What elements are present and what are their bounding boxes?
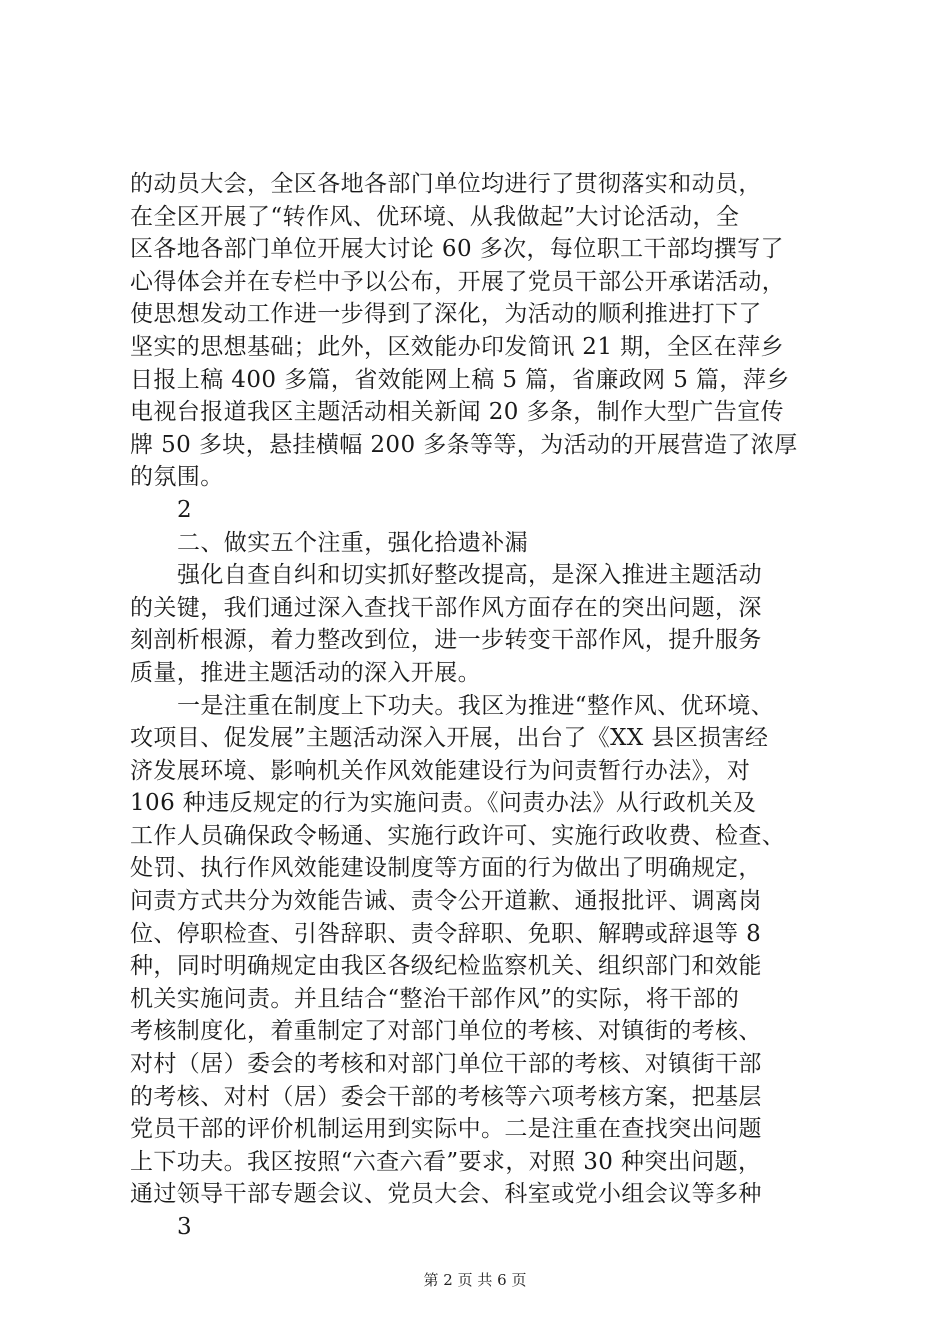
text-line: 106 种违反规定的行为实施问责。《问责办法》从行政机关及 [130,790,757,817]
text-line: 心得体会并在专栏中予以公布，开展了党员干部公开承诺活动， [130,268,786,295]
text-line: 问责方式共分为效能告诫、责令公开道歉、通报批评、调离岗 [130,888,762,915]
text-line: 区各地各部门单位开展大讨论 60 多次，每位职工干部均撰写了 [130,236,784,263]
text-line: 刻剖析根源，着力整改到位，进一步转变干部作风，提升服务 [130,627,762,654]
text-line: 的氛围。 [130,464,224,491]
text-line: 攻项目、促发展”主题活动深入开展，出台了《XX 县区损害经 [130,725,769,752]
text-line: 牌 50 多块，悬挂横幅 200 多条等等，为活动的开展营造了浓厚 [130,431,798,458]
text-line: 上下功夫。我区按照“六查六看”要求，对照 30 种突出问题， [130,1148,762,1175]
text-line: 一是注重在制度上下功夫。我区为推进“整作风、优环境、 [177,692,775,719]
text-line: 处罚、执行作风效能建设制度等方面的行为做出了明确规定， [130,855,762,882]
inline-page-number: 2 [177,496,193,523]
inline-page-number: 3 [177,1214,193,1240]
text-line: 的考核、对村（居）委会干部的考核等六项考核方案，把基层 [130,1083,762,1110]
text-line: 考核制度化，着重制定了对部门单位的考核、对镇街的考核、 [130,1018,762,1045]
document-body [130,168,830,1244]
text-line: 对村（居）委会的考核和对部门单位干部的考核、对镇街干部 [130,1051,762,1078]
text-line: 济发展环境、影响机关作风效能建设行为问责暂行办法》，对 [130,757,751,784]
text-line: 机关实施问责。并且结合“整治干部作风”的实际，将干部的 [130,985,740,1012]
text-line: 的关键，我们通过深入查找干部作风方面存在的突出问题，深 [130,594,762,621]
text-line: 日报上稿 400 多篇，省效能网上稿 5 篇，省廉政网 5 篇，萍乡 [130,366,790,393]
page-footer: 第 2 页 共 6 页 [423,1271,527,1289]
text-line: 通过领导干部专题会议、党员大会、科室或党小组会议等多种 [130,1181,762,1208]
text-line: 使思想发动工作进一步得到了深化，为活动的顺利推进打下了 [130,301,762,328]
text-line: 工作人员确保政令畅通、实施行政许可、实施行政收费、检查、 [130,822,786,849]
text-line: 党员干部的评价机制运用到实际中。二是注重在查找突出问题 [130,1116,762,1143]
text-line: 在全区开展了“转作风、优环境、从我做起”大讨论活动，全 [130,203,740,230]
text-line: 的动员大会，全区各地各部门单位均进行了贯彻落实和动员， [130,171,762,197]
section-heading: 二、做实五个注重，强化拾遗补漏 [177,529,528,556]
text-line: 种，同时明确规定由我区各级纪检监察机关、组织部门和效能 [130,953,762,980]
text-line: 质量，推进主题活动的深入开展。 [130,659,481,686]
text-line: 坚实的思想基础；此外，区效能办印发简讯 21 期，全区在萍乡 [130,333,784,360]
text-line: 电视台报道我区主题活动相关新闻 20 多条，制作大型广告宣传 [130,399,784,426]
text-line: 位、停职检查、引咎辞职、责令辞职、免职、解聘或辞退等 8 [130,920,762,947]
text-line: 强化自查自纠和切实抓好整改提高，是深入推进主题活动 [177,562,762,589]
